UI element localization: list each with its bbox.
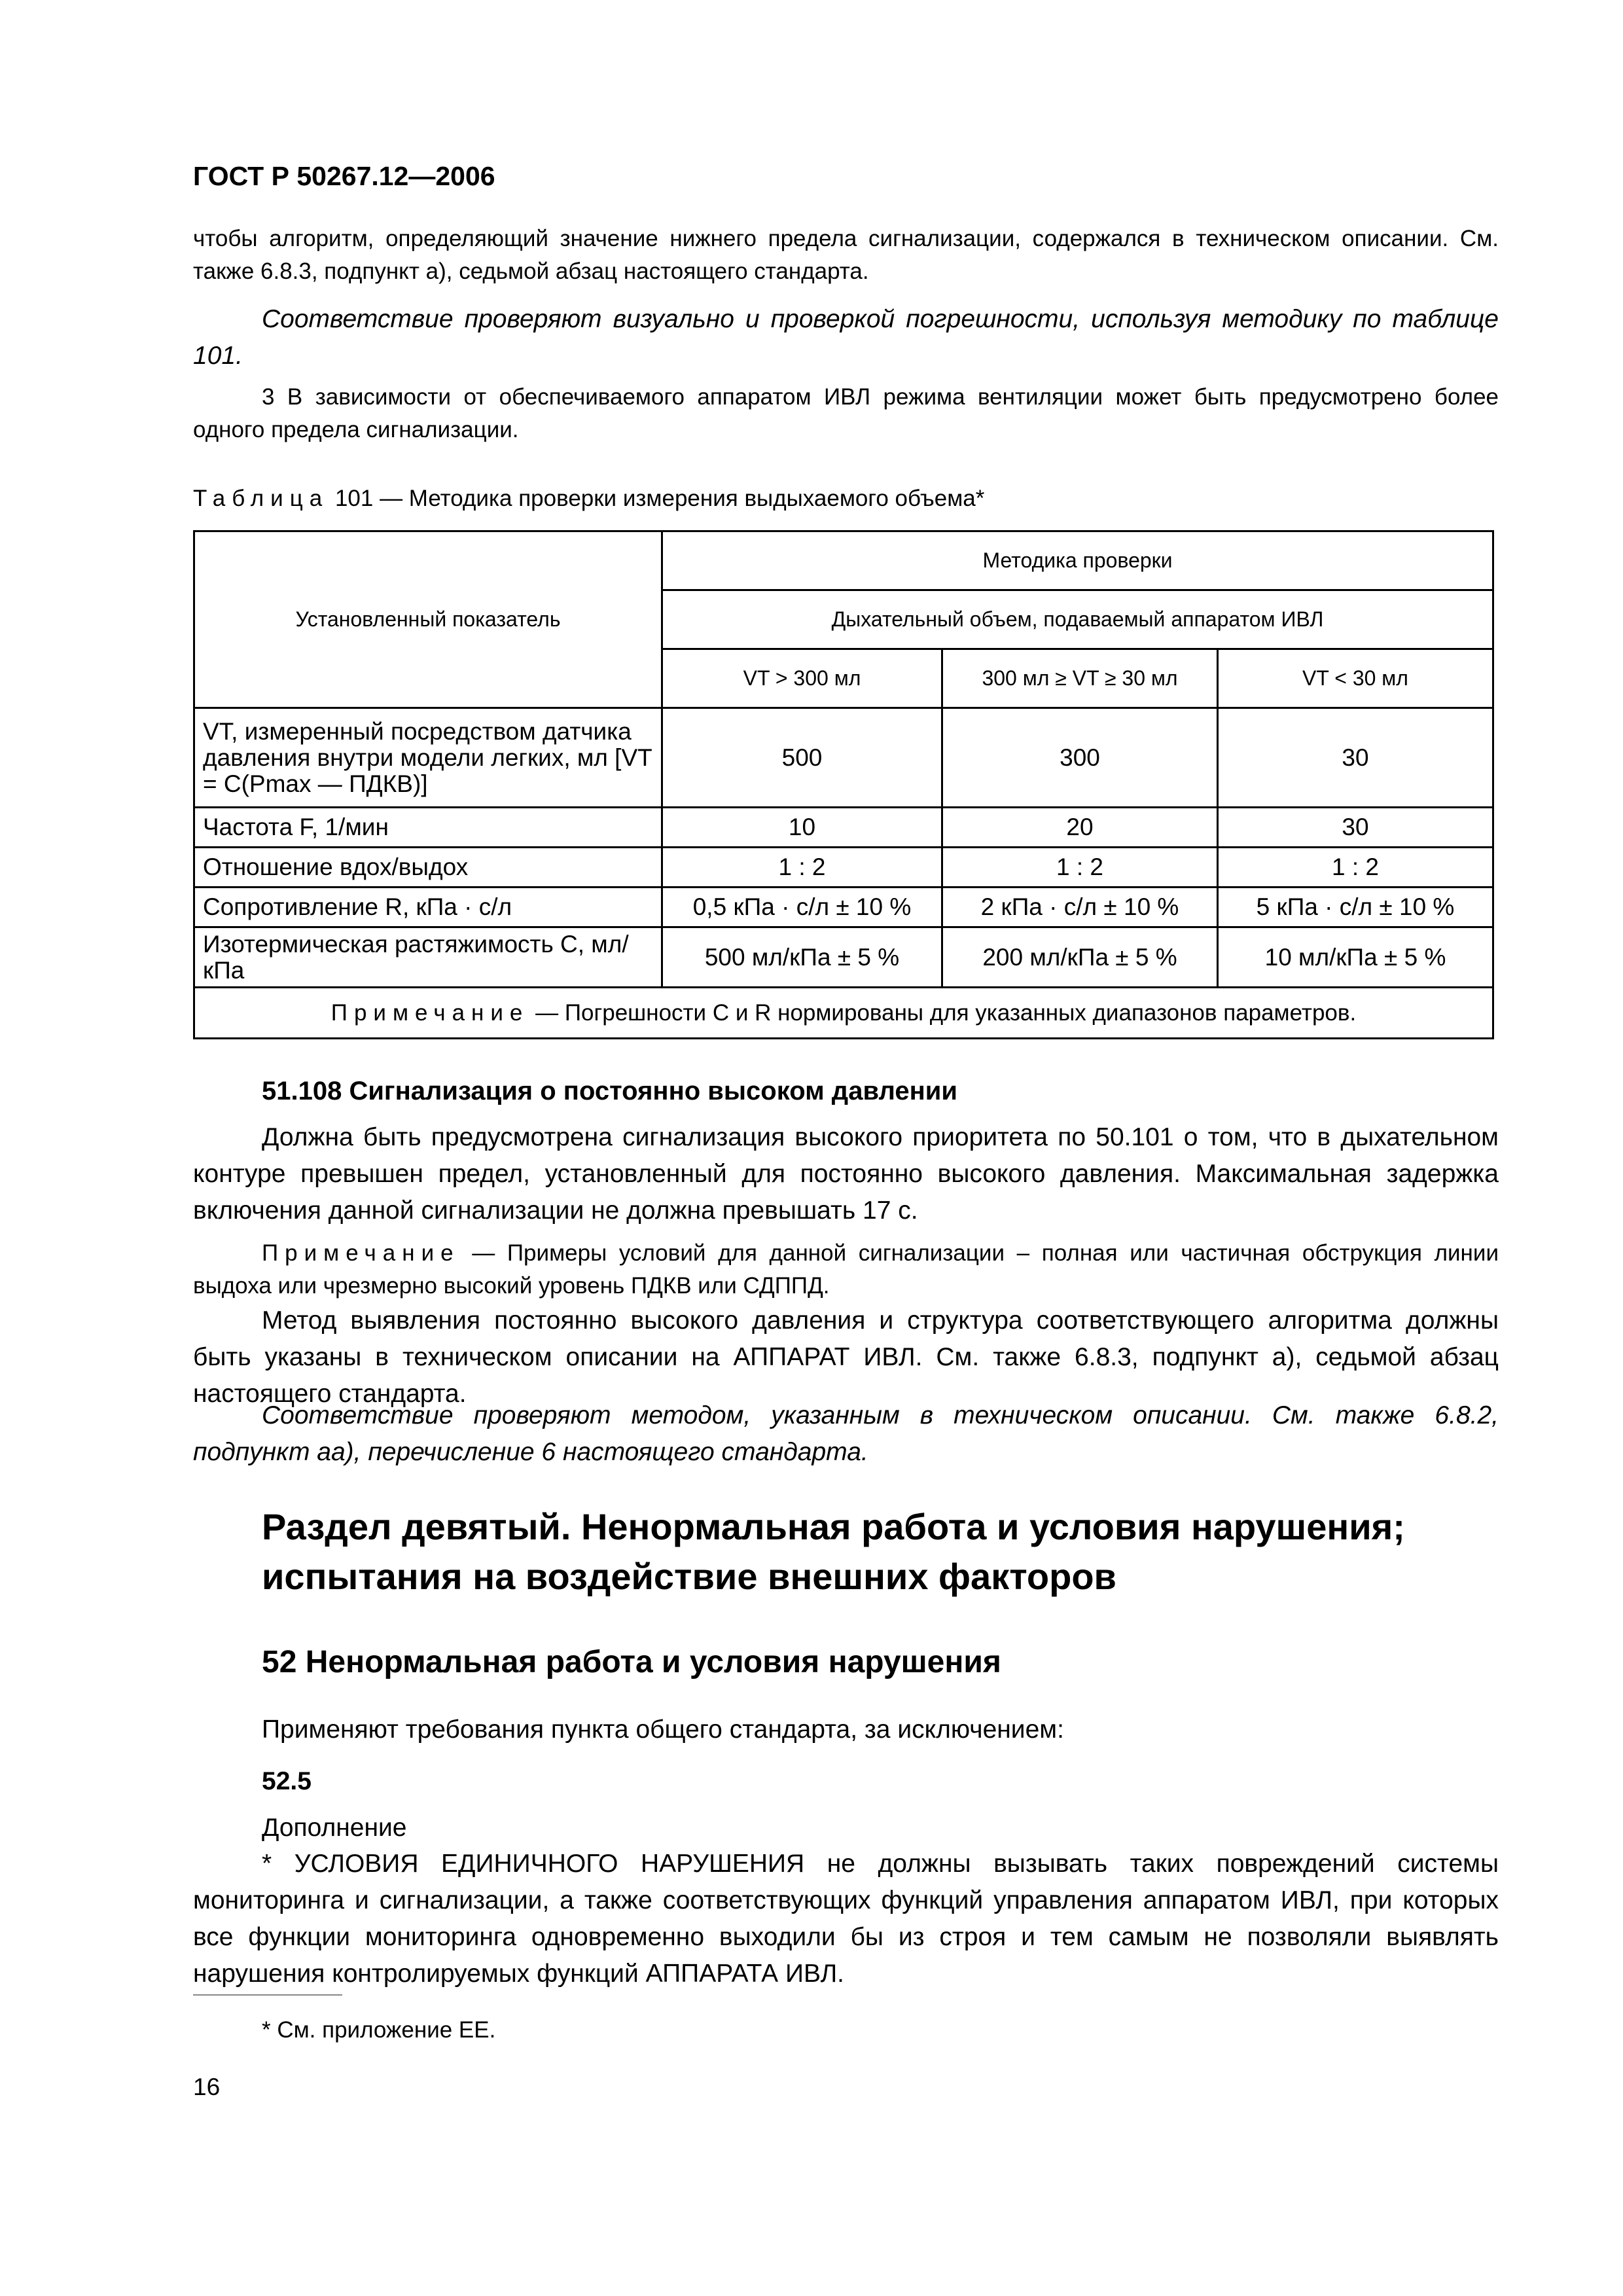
subsection-52-5: 52.5 (262, 1767, 312, 1795)
row-value: 500 мл/кПа ± 5 % (662, 927, 942, 988)
header-col-1: VT > 300 мл (662, 649, 942, 708)
table-caption-label: Таблица (193, 486, 329, 511)
row-value: 2 кПа · с/л ± 10 % (942, 888, 1218, 927)
table-note-text: — Погрешности C и R нормированы для указанных диапазонов параметров. (529, 999, 1357, 1026)
table-note-label: Примечание (330, 999, 529, 1026)
header-method: Методика проверки (662, 531, 1493, 590)
row-value: 20 (942, 808, 1218, 848)
row-label: Изотермическая растяжимость C, мл/кПа (194, 927, 662, 988)
row-value: 1 : 2 (662, 848, 942, 888)
header-col-3: VT < 30 мл (1218, 649, 1493, 708)
row-label: Сопротивление R, кПа · с/л (194, 888, 662, 927)
row-value: 10 мл/кПа ± 5 % (1218, 927, 1493, 988)
row-value: 10 (662, 808, 942, 848)
header-parameter: Установленный показатель (194, 531, 662, 708)
section-51-108-paragraph: Должна быть предусмотрена сигнализация высокого приоритета по 50.101 о том, что в дыхательном контуре превышен предел, установленный для постоянно высокого давления. Максимальная задержка включения данной сигнализации не должна превышать 17 с. (193, 1123, 1499, 1225)
section-51-108-title: 51.108 Сигнализация о постоянно высоком давлении (262, 1077, 957, 1105)
row-value: 1 : 2 (942, 848, 1218, 888)
row-value: 200 мл/кПа ± 5 % (942, 927, 1218, 988)
table-caption-text: 101 — Методика проверки измерения выдыхаемого объема* (329, 486, 985, 511)
addition-label: Дополнение (262, 1814, 407, 1842)
row-value: 500 (662, 708, 942, 808)
note-text: — Примеры условий для данной сигнализации – полная или частичная обструкция линии выдоха или чрезмерно высокий уровень ПДКВ или СДППД. (193, 1240, 1499, 1299)
row-label: VT, измеренный посредством датчика давления внутри модели легких, мл [VT = C(Pmax — ПДКВ)] (194, 708, 662, 808)
row-value: 300 (942, 708, 1218, 808)
section-52-title: 52 Ненормальная работа и условия нарушения (262, 1645, 1001, 1679)
section-51-108-compliance: Соответствие проверяют методом, указанным в техническом описании. См. также 6.8.2, подпункт аа), перечисление 6 настоящего стандарта. (193, 1401, 1499, 1466)
table-note (194, 988, 1493, 1039)
row-value: 5 кПа · с/л ± 10 % (1218, 888, 1493, 927)
row-value: 30 (1218, 808, 1493, 848)
page-number: 16 (193, 2073, 221, 2100)
row-value: 30 (1218, 708, 1493, 808)
section-52-intro: Применяют требования пункта общего стандарта, за исключением: (262, 1715, 1064, 1744)
table-caption (193, 486, 984, 512)
footnote-separator (193, 1994, 342, 1996)
paragraph-compliance: Соответствие проверяют визуально и проверкой погрешности, используя методику по таблице 101. (193, 305, 1499, 370)
row-label: Отношение вдох/выдох (194, 848, 662, 888)
section-52-5-paragraph: * УСЛОВИЯ ЕДИНИЧНОГО НАРУШЕНИЯ не должны вызывать таких повреждений системы мониторинга и сигнализации, а также соответствующих функций управления аппаратом ИВЛ, при которых все функции мониторинга одновременно выходили бы из строя и тем самым не позволяли выявлять нарушения контролируемых функций АППАРАТА ИВЛ. (193, 1850, 1499, 1988)
header-volume: Дыхательный объем, подаваемый аппаратом ИВЛ (662, 590, 1493, 649)
paragraph-continuation: чтобы алгоритм, определяющий значение нижнего предела сигнализации, содержался в техническом описании. См. также 6.8.3, подпункт а), седьмой абзац настоящего стандарта. (193, 226, 1499, 284)
header-col-2: 300 мл ≥ VT ≥ 30 мл (942, 649, 1218, 708)
section-51-108-note (193, 1237, 1499, 1302)
document-header: ГОСТ Р 50267.12—2006 (193, 161, 495, 191)
row-value: 0,5 кПа · с/л ± 10 % (662, 888, 942, 927)
paragraph-note-3: 3 В зависимости от обеспечиваемого аппаратом ИВЛ режима вентиляции может быть предусмотрено более одного предела сигнализации. (193, 384, 1499, 442)
note-label: Примечание (262, 1240, 460, 1266)
footnote: * См. приложение ЕЕ. (262, 2017, 496, 2043)
section-51-108-method: Метод выявления постоянно высокого давления и структура соответствующего алгоритма должны быть указаны в техническом описании на АППАРАТ ИВЛ. См. также 6.8.3, подпункт а), седьмой абзац настоящего стандарта. (193, 1306, 1499, 1408)
chapter-title: Раздел девятый. Ненормальная работа и условия нарушения; испытания на воздействие внешних факторов (262, 1506, 1405, 1597)
row-value: 1 : 2 (1218, 848, 1493, 888)
verification-table (193, 530, 1494, 1039)
row-label: Частота F, 1/мин (194, 808, 662, 848)
